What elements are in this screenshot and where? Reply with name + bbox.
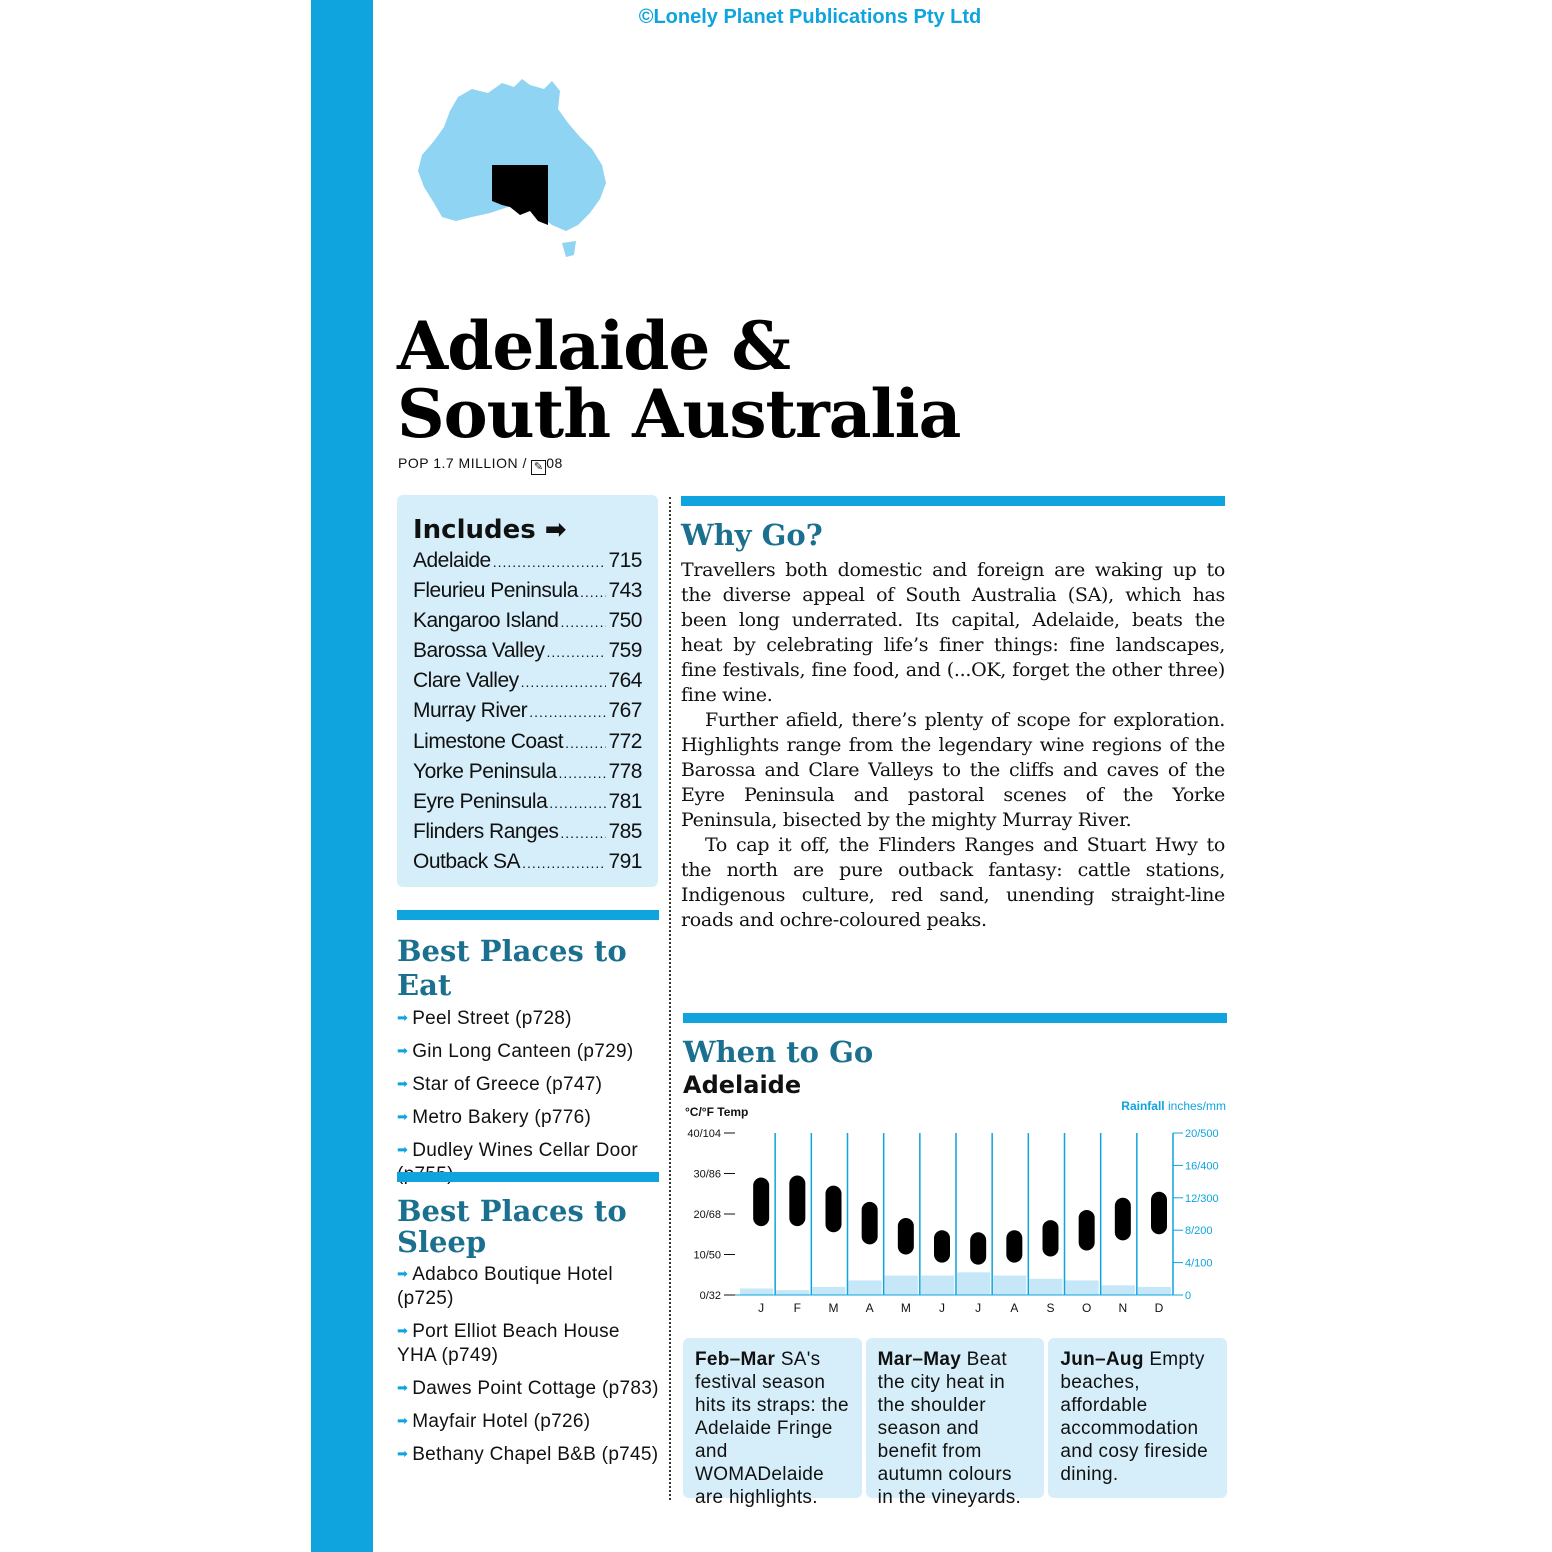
section-rule bbox=[681, 496, 1225, 506]
leader-dots bbox=[493, 549, 607, 573]
rainfall-bar bbox=[921, 1276, 954, 1295]
arrow-right-icon: ➡ bbox=[397, 1142, 409, 1157]
why-paragraph: To cap it off, the Flinders Ranges and Stuart Hwy to the north are pure outback fantasy: cattle stations, Indigenous culture, red sand, unending straight-line roads and ochre-coloured peaks. bbox=[681, 834, 1225, 931]
leader-dots bbox=[580, 579, 607, 603]
includes-item[interactable] bbox=[413, 639, 642, 669]
month-label: D bbox=[1154, 1301, 1164, 1315]
why-go-section bbox=[681, 496, 1225, 933]
population-line bbox=[398, 455, 563, 475]
leader-dots bbox=[565, 730, 606, 754]
rain-axis-label: Rainfall inches/mm bbox=[1121, 1100, 1226, 1113]
temp-tick-label: 10/50 bbox=[693, 1249, 721, 1262]
month-label: S bbox=[1046, 1301, 1055, 1315]
place-list-item[interactable] bbox=[397, 1262, 659, 1311]
temp-range-bar bbox=[753, 1178, 769, 1227]
season-label: Feb–Mar bbox=[695, 1349, 776, 1370]
place-name: Gin Long Canteen (p729) bbox=[412, 1041, 634, 1062]
temp-tick-label: 40/104 bbox=[687, 1128, 721, 1140]
month-label: J bbox=[939, 1301, 945, 1315]
arrow-right-icon: ➡ bbox=[397, 1043, 409, 1058]
includes-item-page: 791 bbox=[608, 849, 642, 873]
month-label: F bbox=[793, 1301, 802, 1315]
section-rule bbox=[683, 1013, 1227, 1023]
includes-heading: Includes ➡ bbox=[413, 515, 567, 545]
month-label: A bbox=[865, 1301, 874, 1315]
section-rule bbox=[397, 1172, 659, 1182]
season-text: SA's festival season hits its straps: the Adelaide Fringe and WOMADelaide are highlights. bbox=[695, 1349, 849, 1508]
includes-list bbox=[413, 549, 642, 880]
column-divider bbox=[669, 497, 671, 1500]
temp-tick-label: 30/86 bbox=[693, 1168, 721, 1181]
best-places-to-eat bbox=[397, 910, 659, 1195]
sleep-heading-line-1: Best Places to bbox=[397, 1194, 627, 1228]
leader-dots bbox=[549, 790, 606, 814]
temp-range-bar bbox=[1006, 1230, 1022, 1262]
place-name: Mayfair Hotel (p726) bbox=[412, 1411, 591, 1432]
arrow-right-icon: ➡ bbox=[397, 1266, 409, 1281]
month-label: M bbox=[900, 1301, 911, 1315]
leader-dots bbox=[529, 699, 606, 723]
rainfall-bar bbox=[885, 1276, 918, 1295]
sleep-heading-line-2: Sleep bbox=[397, 1225, 487, 1259]
sleep-list bbox=[397, 1262, 659, 1467]
place-list-item[interactable] bbox=[397, 1319, 659, 1368]
month-label: A bbox=[1010, 1301, 1019, 1315]
place-name: Port Elliot Beach House YHA (p749) bbox=[397, 1321, 620, 1366]
season-label: Mar–May bbox=[877, 1349, 962, 1370]
includes-item[interactable] bbox=[413, 820, 642, 850]
rainfall-bar bbox=[1029, 1279, 1062, 1295]
includes-item-page: 781 bbox=[608, 789, 642, 813]
month-label: O bbox=[1081, 1301, 1092, 1315]
includes-item-page: 785 bbox=[608, 819, 642, 843]
temp-range-bar bbox=[789, 1176, 805, 1227]
temp-range-bar bbox=[862, 1202, 878, 1245]
why-go-text bbox=[681, 558, 1225, 933]
season-text: Empty beaches, affordable accommodation and cosy fireside dining. bbox=[1060, 1349, 1209, 1485]
includes-item-label: Clare Valley bbox=[413, 669, 519, 693]
eat-heading: Best Places to Eat bbox=[397, 934, 627, 1002]
place-name: Bethany Chapel B&B (p745) bbox=[412, 1444, 659, 1465]
includes-item-page: 778 bbox=[608, 759, 642, 783]
arrow-right-icon: ➡ bbox=[397, 1380, 409, 1395]
rain-tick-label: 0 bbox=[1185, 1290, 1192, 1302]
copyright-notice: ©Lonely Planet Publications Pty Ltd bbox=[638, 6, 982, 28]
includes-item[interactable] bbox=[413, 549, 642, 579]
temp-range-bar bbox=[1043, 1220, 1059, 1256]
includes-item-label: Barossa Valley bbox=[413, 639, 545, 663]
temp-range-bar bbox=[1151, 1192, 1167, 1235]
place-list-item[interactable] bbox=[397, 1039, 659, 1064]
sleep-heading bbox=[397, 1196, 659, 1258]
season-boxes bbox=[683, 1338, 1227, 1508]
season-box bbox=[1048, 1338, 1227, 1498]
includes-item[interactable] bbox=[413, 730, 642, 760]
rainfall-bar bbox=[1066, 1280, 1099, 1295]
rainfall-bar bbox=[740, 1289, 773, 1295]
australia-locator-map bbox=[410, 75, 615, 265]
arrow-right-icon: ➡ bbox=[397, 1076, 409, 1091]
place-list-item[interactable] bbox=[397, 1006, 659, 1031]
includes-item[interactable] bbox=[413, 699, 642, 729]
place-list-item[interactable] bbox=[397, 1105, 659, 1130]
title-line-2: South Australia bbox=[397, 375, 961, 453]
rain-tick-label: 20/500 bbox=[1185, 1128, 1219, 1140]
month-label: J bbox=[758, 1301, 765, 1315]
includes-item-page: 772 bbox=[608, 729, 642, 753]
rainfall-bar bbox=[1102, 1285, 1135, 1295]
includes-item-page: 764 bbox=[608, 669, 642, 693]
leader-dots bbox=[560, 820, 606, 844]
rainfall-bar bbox=[812, 1287, 845, 1295]
rainfall-bar bbox=[993, 1276, 1026, 1295]
eat-list bbox=[397, 1006, 659, 1187]
temp-range-bar bbox=[898, 1218, 914, 1254]
rain-tick-label: 16/400 bbox=[1185, 1160, 1219, 1173]
includes-item[interactable] bbox=[413, 579, 642, 609]
arrow-right-icon: ➡ bbox=[397, 1446, 409, 1461]
place-list-item[interactable] bbox=[397, 1409, 659, 1434]
includes-item-label: Flinders Ranges bbox=[413, 819, 559, 843]
place-list-item[interactable] bbox=[397, 1376, 659, 1401]
temp-range-bar bbox=[1115, 1198, 1131, 1241]
when-to-go-heading: When to Go bbox=[683, 1035, 874, 1069]
phone-code: 08 bbox=[546, 455, 563, 471]
includes-item-label: Fleurieu Peninsula bbox=[413, 579, 578, 603]
temp-range-bar bbox=[934, 1230, 950, 1262]
includes-box bbox=[397, 495, 658, 887]
leader-dots bbox=[559, 760, 607, 784]
place-name: Adabco Boutique Hotel (p725) bbox=[397, 1264, 613, 1309]
includes-item[interactable] bbox=[413, 760, 642, 790]
why-paragraph: Travellers both domestic and foreign are waking up to the diverse appeal of South Australia (SA), which has been long underrated. Its capital, Adelaide, beats the heat by celebrating life’s finer things: fine landscapes, fine festivals, fine food, and (...OK, forget the other three) fine wine. bbox=[681, 559, 1225, 706]
rain-tick-label: 8/200 bbox=[1185, 1225, 1213, 1238]
includes-item-page: 743 bbox=[608, 579, 642, 603]
season-box bbox=[683, 1338, 862, 1508]
chapter-color-strip bbox=[311, 0, 373, 1552]
rainfall-bar bbox=[1138, 1287, 1171, 1295]
chapter-title bbox=[397, 307, 1097, 453]
why-go-heading: Why Go? bbox=[681, 518, 823, 552]
includes-item[interactable] bbox=[413, 609, 642, 639]
place-list-item[interactable] bbox=[397, 1072, 659, 1097]
population-text: POP 1.7 MILLION / bbox=[398, 455, 532, 471]
rain-tick-label: 12/300 bbox=[1185, 1192, 1219, 1205]
includes-item-page: 759 bbox=[608, 639, 642, 663]
phone-icon: ✎ bbox=[531, 460, 546, 475]
includes-item-label: Kangaroo Island bbox=[413, 609, 559, 633]
rainfall-bar bbox=[849, 1280, 882, 1295]
rainfall-bar bbox=[776, 1290, 809, 1295]
place-name: Dawes Point Cottage (p783) bbox=[412, 1378, 659, 1399]
temp-tick-label: 0/32 bbox=[699, 1290, 721, 1302]
month-label: N bbox=[1118, 1301, 1128, 1315]
includes-item-label: Adelaide bbox=[413, 549, 491, 572]
place-name: Metro Bakery (p776) bbox=[412, 1107, 592, 1128]
when-to-go-section bbox=[683, 1013, 1227, 1099]
arrow-right-icon: ➡ bbox=[397, 1010, 409, 1025]
includes-item-page: 767 bbox=[608, 699, 642, 723]
includes-item-page: 715 bbox=[608, 549, 642, 572]
arrow-right-icon: ➡ bbox=[397, 1109, 409, 1124]
place-name: Star of Greece (p747) bbox=[412, 1074, 603, 1095]
temp-range-bar bbox=[1079, 1210, 1095, 1251]
leader-dots bbox=[521, 669, 607, 693]
includes-item[interactable] bbox=[413, 790, 642, 820]
leader-dots bbox=[547, 639, 607, 663]
includes-item-label: Outback SA bbox=[413, 849, 521, 873]
climate-chart bbox=[683, 1100, 1228, 1330]
season-label: Jun–Aug bbox=[1060, 1349, 1144, 1370]
leader-dots bbox=[522, 850, 606, 874]
temp-tick-label: 20/68 bbox=[693, 1209, 721, 1221]
includes-item[interactable] bbox=[413, 669, 642, 699]
section-rule bbox=[397, 910, 659, 920]
place-name: Peel Street (p728) bbox=[412, 1008, 572, 1029]
rain-tick-label: 4/100 bbox=[1185, 1257, 1213, 1270]
includes-item-label: Yorke Peninsula bbox=[413, 759, 557, 783]
why-paragraph: Further afield, there’s plenty of scope for exploration. Highlights range from the legendary wine regions of the Barossa and Clare Valleys to the cliffs and caves of the Eyre Peninsula and pastoral scenes of the Yorke Peninsula, bisected by the mighty Murray River. bbox=[681, 709, 1225, 831]
month-label: M bbox=[828, 1301, 839, 1315]
month-label: J bbox=[975, 1301, 982, 1315]
arrow-right-icon: ➡ bbox=[397, 1323, 409, 1338]
season-text: Beat the city heat in the shoulder season and benefit from autumn colours in the vineyards. bbox=[877, 1349, 1022, 1508]
season-box bbox=[866, 1338, 1045, 1508]
title-line-1: Adelaide & bbox=[397, 307, 790, 385]
temp-range-bar bbox=[970, 1232, 986, 1264]
leader-dots bbox=[560, 609, 606, 633]
temp-axis-label: °C/°F Temp bbox=[685, 1105, 749, 1119]
temp-range-bar bbox=[826, 1186, 842, 1233]
when-city: Adelaide bbox=[683, 1071, 802, 1099]
best-places-to-sleep bbox=[397, 1172, 659, 1475]
includes-item-label: Limestone Coast bbox=[413, 729, 564, 753]
includes-item-label: Eyre Peninsula bbox=[413, 789, 548, 813]
rainfall-bar bbox=[957, 1272, 990, 1295]
arrow-right-icon: ➡ bbox=[397, 1413, 409, 1428]
includes-item-page: 750 bbox=[608, 609, 642, 633]
includes-item[interactable] bbox=[413, 850, 642, 880]
includes-item-label: Murray River bbox=[413, 699, 528, 723]
place-list-item[interactable] bbox=[397, 1442, 659, 1467]
place-name: Dudley Wines Cellar Door bbox=[412, 1140, 638, 1161]
